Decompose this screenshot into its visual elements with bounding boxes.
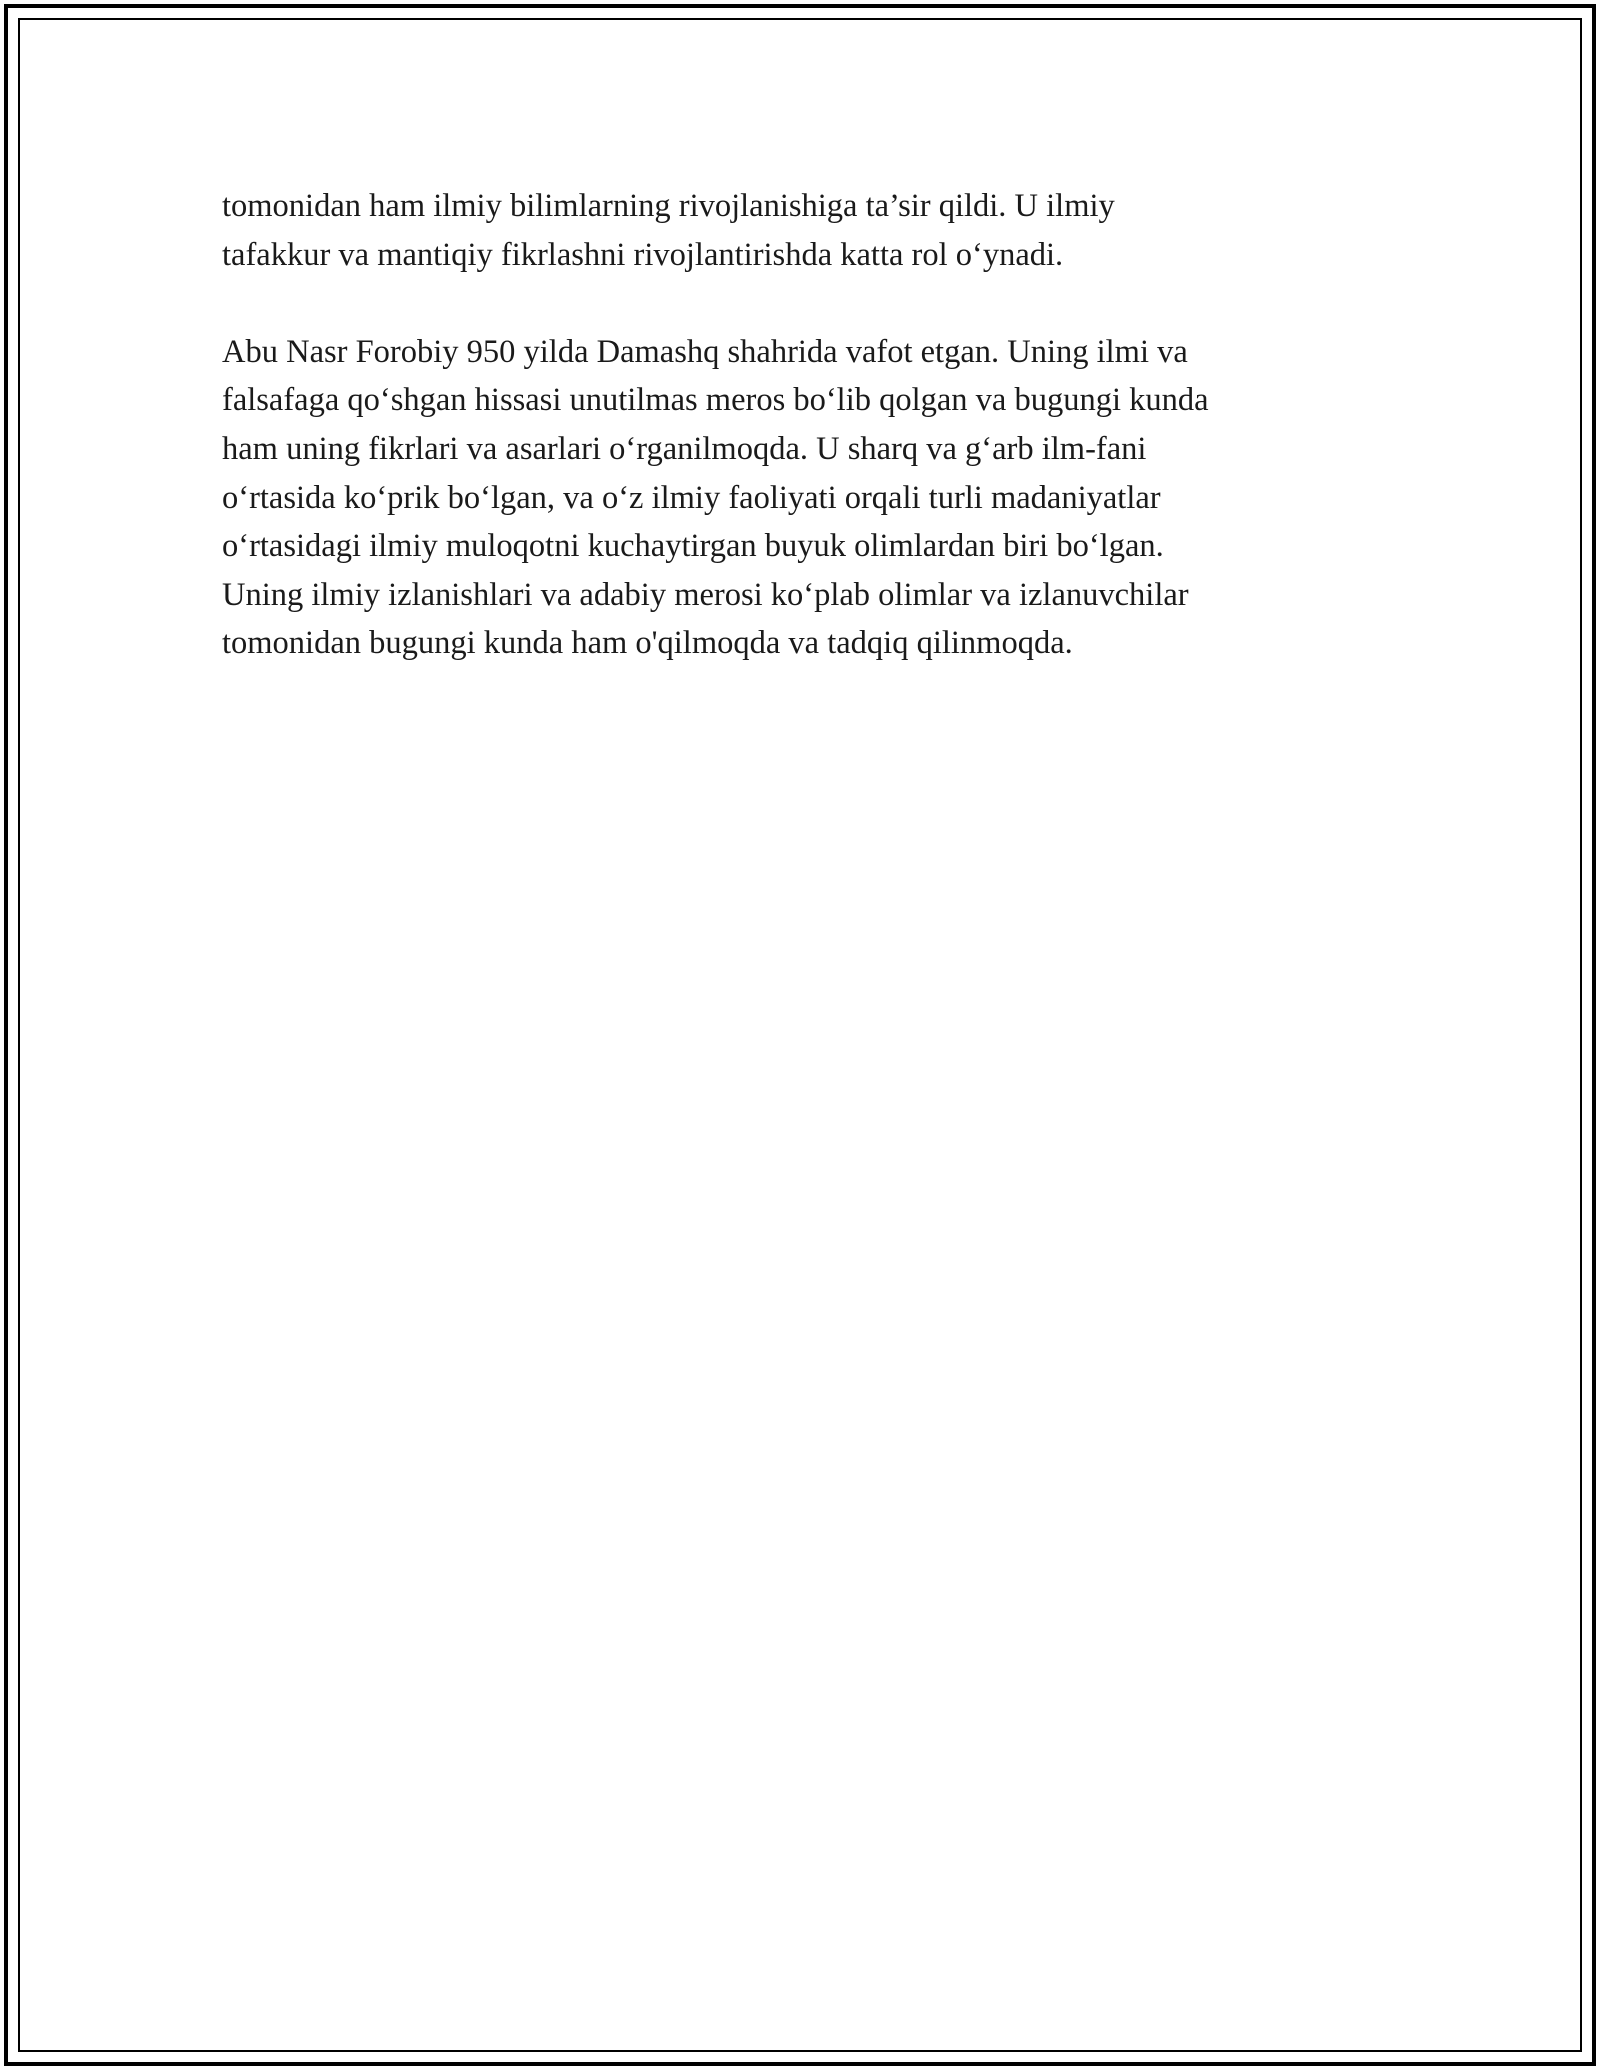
text-line: o‘rtasida ko‘prik bo‘lgan, va o‘z ilmiy faoliyati orqali turli madaniyatlar bbox=[222, 479, 1161, 516]
text-line: tafakkur va mantiqiy fikrlashni rivojlantirishda katta rol o‘ynadi. bbox=[222, 236, 1064, 273]
paragraph-2 bbox=[222, 328, 1392, 668]
document-body bbox=[222, 182, 1392, 668]
paragraph-1 bbox=[222, 182, 1392, 279]
text-line: Uning ilmiy izlanishlari va adabiy merosi ko‘plab olimlar va izlanuvchilar bbox=[222, 576, 1189, 613]
text-line: ham uning fikrlari va asarlari o‘rganilmoqda. U sharq va g‘arb ilm-fani bbox=[222, 430, 1147, 467]
text-line: Abu Nasr Forobiy 950 yilda Damashq shahrida vafot etgan. Uning ilmi va bbox=[222, 333, 1188, 370]
text-line: tomonidan ham ilmiy bilimlarning rivojlanishiga ta’sir qildi. U ilmiy bbox=[222, 188, 1115, 224]
text-line: tomonidan bugungi kunda ham o'qilmoqda va tadqiq qilinmoqda. bbox=[222, 625, 1073, 662]
text-line: o‘rtasidagi ilmiy muloqotni kuchaytirgan buyuk olimlardan biri bo‘lgan. bbox=[222, 528, 1164, 565]
text-line: falsafaga qo‘shgan hissasi unutilmas meros bo‘lib qolgan va bugungi kunda bbox=[222, 382, 1209, 419]
